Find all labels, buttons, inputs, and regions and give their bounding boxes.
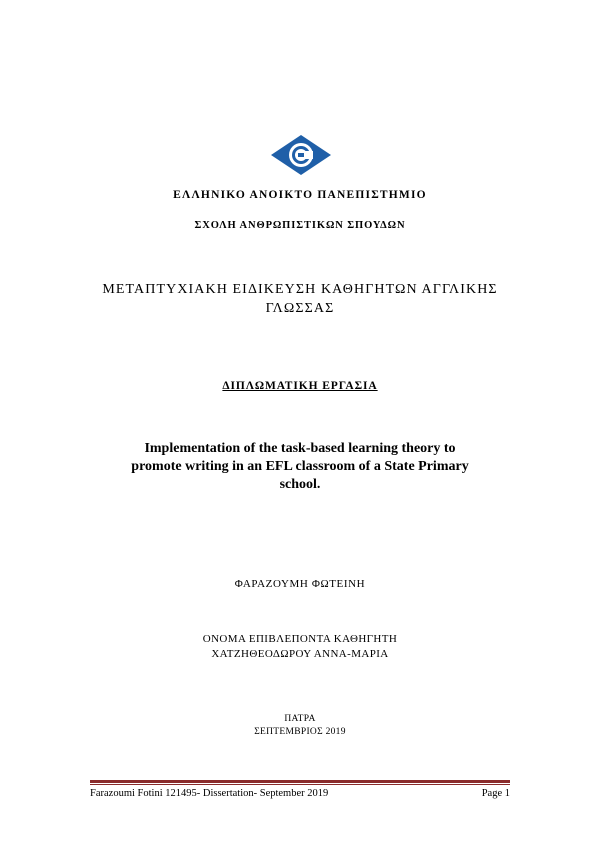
supervisor-block (0, 632, 600, 662)
thesis-title-line: school. (279, 477, 321, 492)
document-type: ΔΙΠΛΩΜΑΤΙΚΗ ΕΡΓΑΣΙΑ (222, 380, 378, 392)
author-name: ΦΑΡΑΖΟΥΜΗ ΦΩΤΕΙΝΗ (234, 578, 366, 590)
footer-divider-thin (90, 784, 510, 785)
page-number: Page 1 (481, 788, 510, 799)
supervisor-name: ΧΑΤΖΗΘΕΟΔΩΡΟΥ ΑΝΝΑ-ΜΑΡΙΑ (211, 648, 389, 660)
program-title-line: ΜΕΤΑΠΤΥΧΙΑΚΗ ΕΙΔΙΚΕΥΣΗ ΚΑΘΗΓΗΤΩΝ ΑΓΓΛΙΚΗΣ (102, 282, 498, 297)
school-name: ΣΧΟΛΗ ΑΝΘΡΩΠΙΣΤΙΚΩΝ ΣΠΟΥΔΩΝ (194, 220, 406, 231)
footer-divider (90, 780, 510, 783)
city: ΠΑΤΡΑ (284, 714, 316, 724)
date: ΣΕΠΤΕΜΒΡΙΟΣ 2019 (254, 727, 346, 737)
university-name: ΕΛΛΗΝΙΚΟ ΑΝΟΙΚΤΟ ΠΑΝΕΠΙΣΤΗΜΙΟ (173, 189, 427, 201)
thesis-title-line: Implementation of the task-based learning theory to (144, 441, 456, 456)
thesis-title (90, 440, 510, 494)
footer-text: Farazoumi Fotini 121495- Dissertation- September 2019 (90, 788, 329, 799)
thesis-title-line: promote writing in an EFL classroom of a State Primary (131, 459, 469, 474)
supervisor-label: ΟΝΟΜΑ ΕΠΙΒΛΕΠΟΝΤΑ ΚΑΘΗΓΗΤΗ (202, 633, 398, 645)
program-title-line: ΓΛΩΣΣΑΣ (265, 301, 335, 316)
program-title (0, 280, 600, 318)
university-logo-icon (270, 134, 332, 176)
place-date-block (0, 713, 600, 739)
